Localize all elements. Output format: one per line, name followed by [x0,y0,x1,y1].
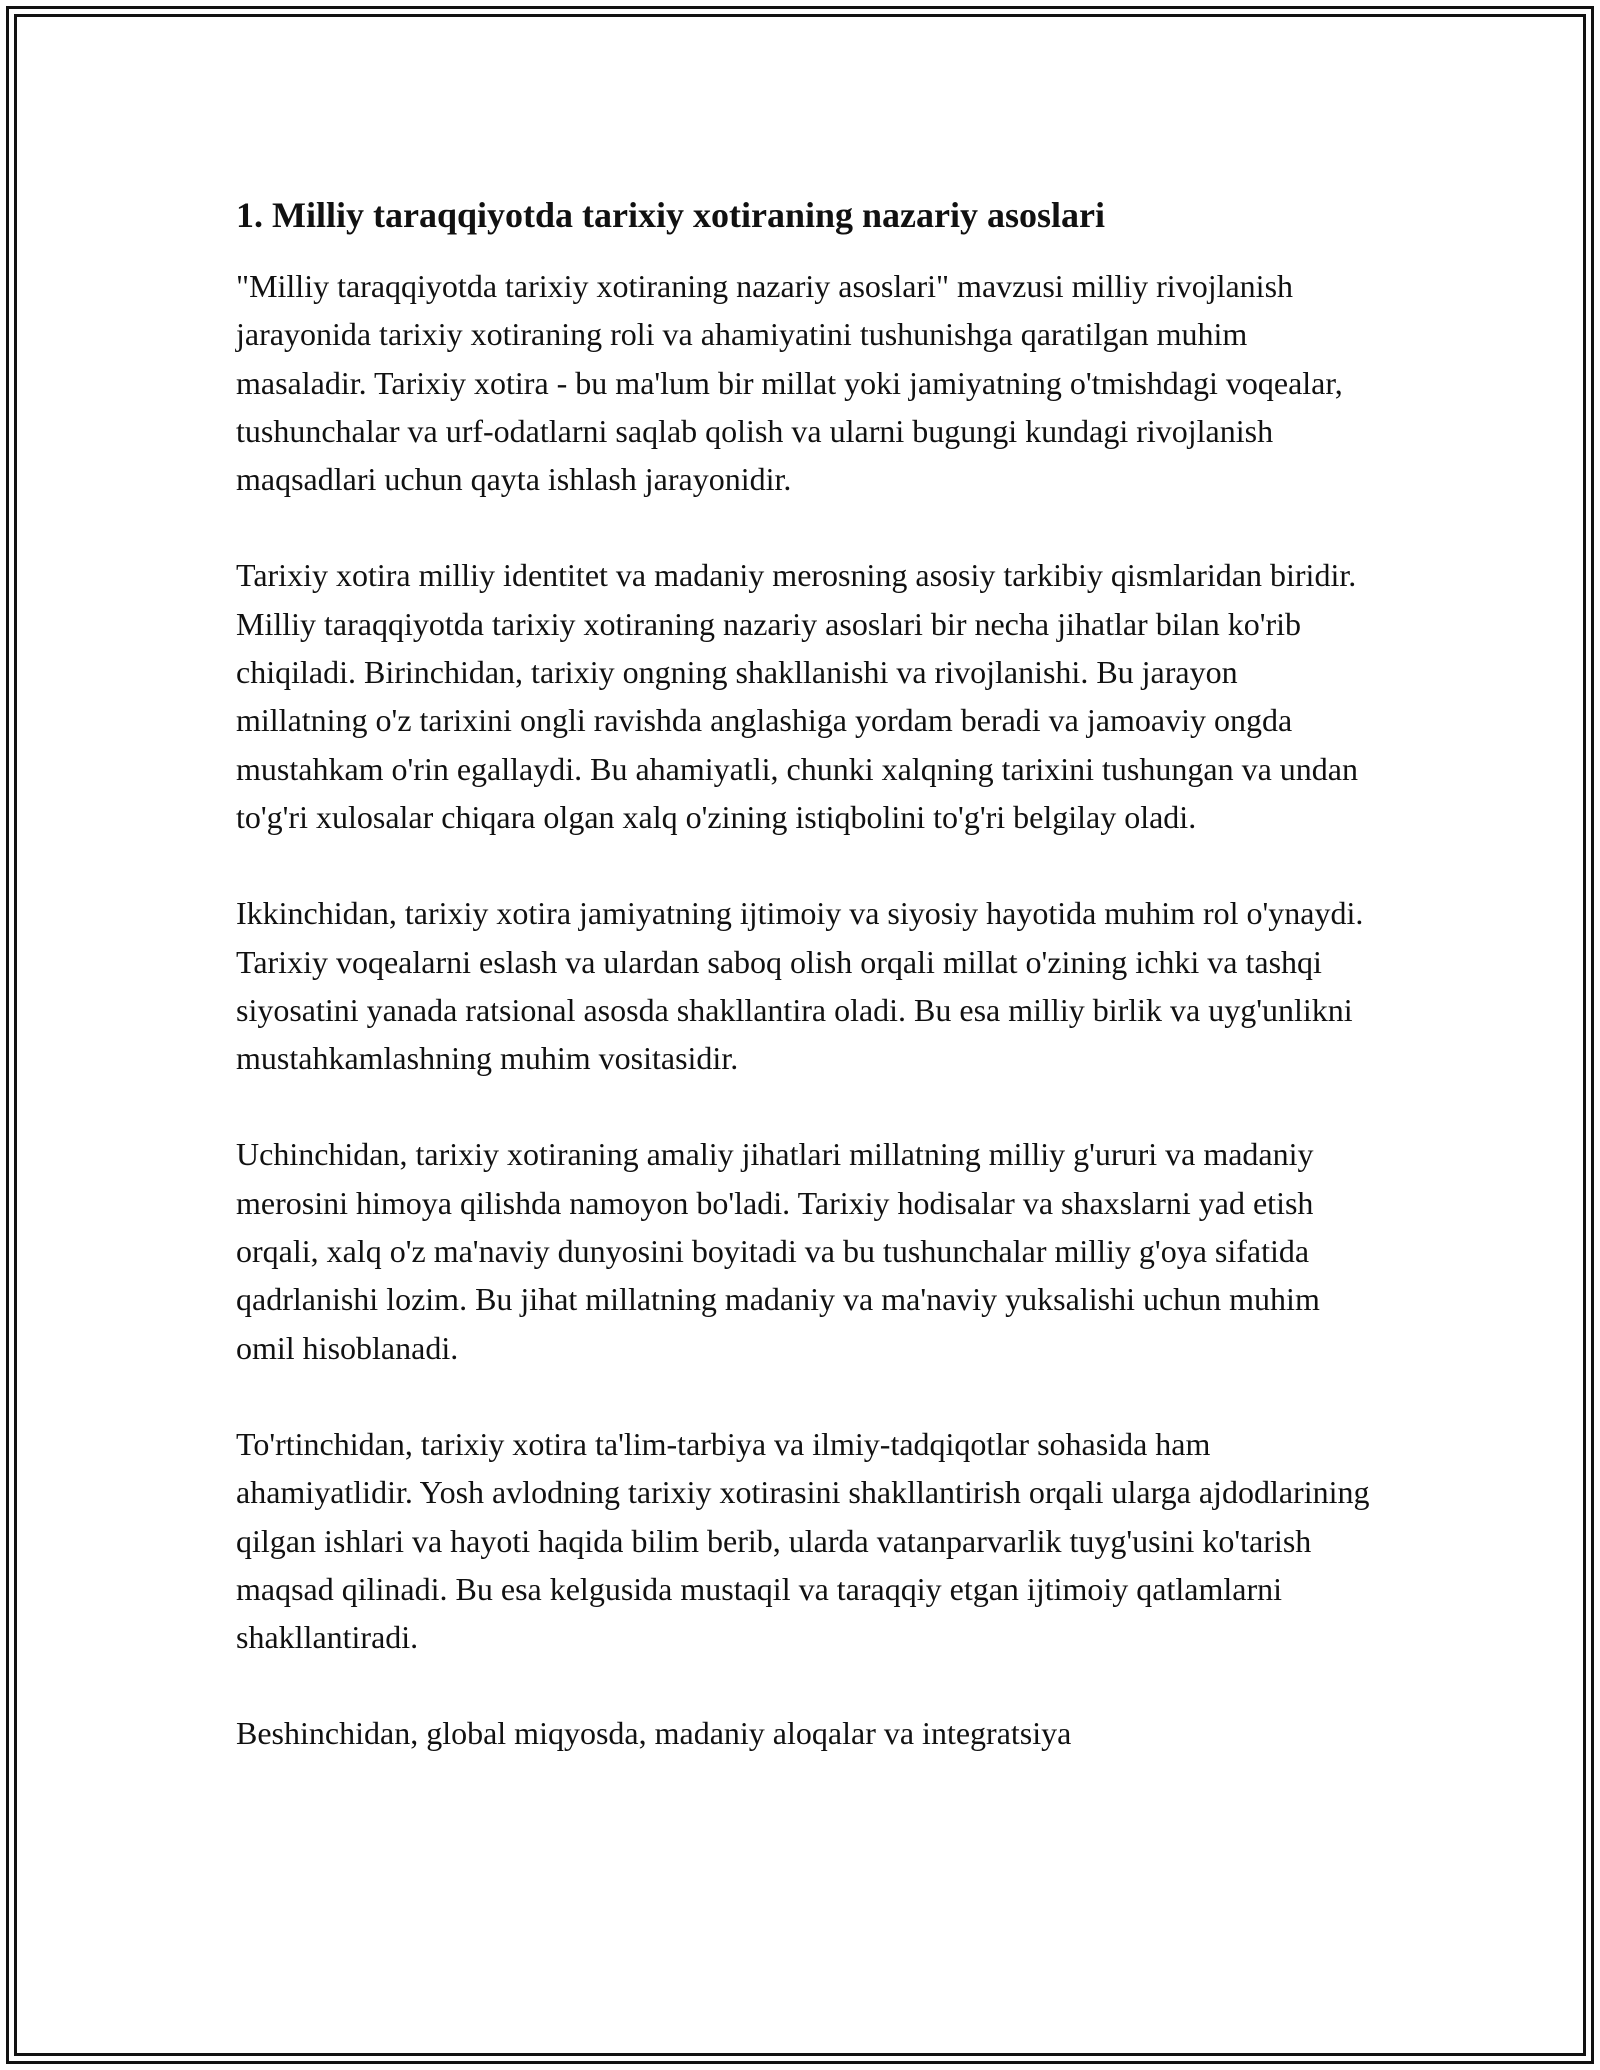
paragraph-3: Ikkinchidan, tarixiy xotira jamiyatning ijtimoiy va siyosiy hayotida muhim rol o'ynaydi. Tarixiy voqealarni eslash va ulardan saboq olish orqali millat o'zining ichki va tashqi siyosatini yanada ratsional asosda shakllantira oladi. Bu esa milliy birlik va uyg'unlikni mustahkamlashning muhim vositasidir. [236,895,1364,1077]
paragraph-4: Uchinchidan, tarixiy xotiraning amaliy jihatlari millatning milliy g'ururi va madaniy merosini himoya qilishda namoyon bo'ladi. Tarixiy hodisalar va shaxslarni yad etish orqali, xalq o'z ma'naviy dunyosini boyitadi va bu tushunchalar milliy g'oya sifatida qadrlanishi lozim. Bu jihat millatning madaniy va ma'naviy yuksalishi uchun muhim omil hisoblanadi. [236,1136,1320,1366]
paragraph-6: Beshinchidan, global miqyosda, madaniy aloqalar va integratsiya [236,1715,1072,1752]
section-heading: 1. Milliy taraqqiyotda tarixiy xotiraning nazariy asoslari [236,195,1105,235]
document-body [236,188,1376,1758]
paragraph-1: "Milliy taraqqiyotda tarixiy xotiraning nazariy asoslari" mavzusi milliy rivojlanish jarayonida tarixiy xotiraning roli va ahamiyatini tushunishga qaratilgan muhim masaladir. Tarixiy xotira - bu ma'lum bir millat yoki jamiyatning o'tmishdagi voqealar, tushunchalar va urf-odatlarni saqlab qolish va ularni bugungi kundagi rivojlanish maqsadlari uchun qayta ishlash jarayonidir. [236,268,1343,498]
paragraph-5: To'rtinchidan, tarixiy xotira ta'lim-tarbiya va ilmiy-tadqiqotlar sohasida ham ahamiyatlidir. Yosh avlodning tarixiy xotirasini shakllantirish orqali ularga ajdodlarining qilgan ishlari va hayoti haqida bilim berib, ularda vatanparvarlik tuyg'usini ko'tarish maqsad qilinadi. Bu esa kelgusida mustaqil va taraqqiy etgan ijtimoiy qatlamlarni shakllantiradi. [236,1425,1370,1656]
paragraph-2: Tarixiy xotira milliy identitet va madaniy merosning asosiy tarkibiy qismlaridan biridir. Milliy taraqqiyotda tarixiy xotiraning nazariy asoslari bir necha jihatlar bilan ko'rib chiqiladi. Birinchidan, tarixiy ongning shakllanishi va rivojlanishi. Bu jarayon millatning o'z tarixini ongli ravishda anglashiga yordam beradi va jamoaviy ongda mustahkam o'rin egallaydi. Bu ahamiyatli, chunki xalqning tarixini tushungan va undan to'g'ri xulosalar chiqara olgan xalq o'zining istiqbolini to'g'ri belgilay oladi. [236,557,1358,835]
